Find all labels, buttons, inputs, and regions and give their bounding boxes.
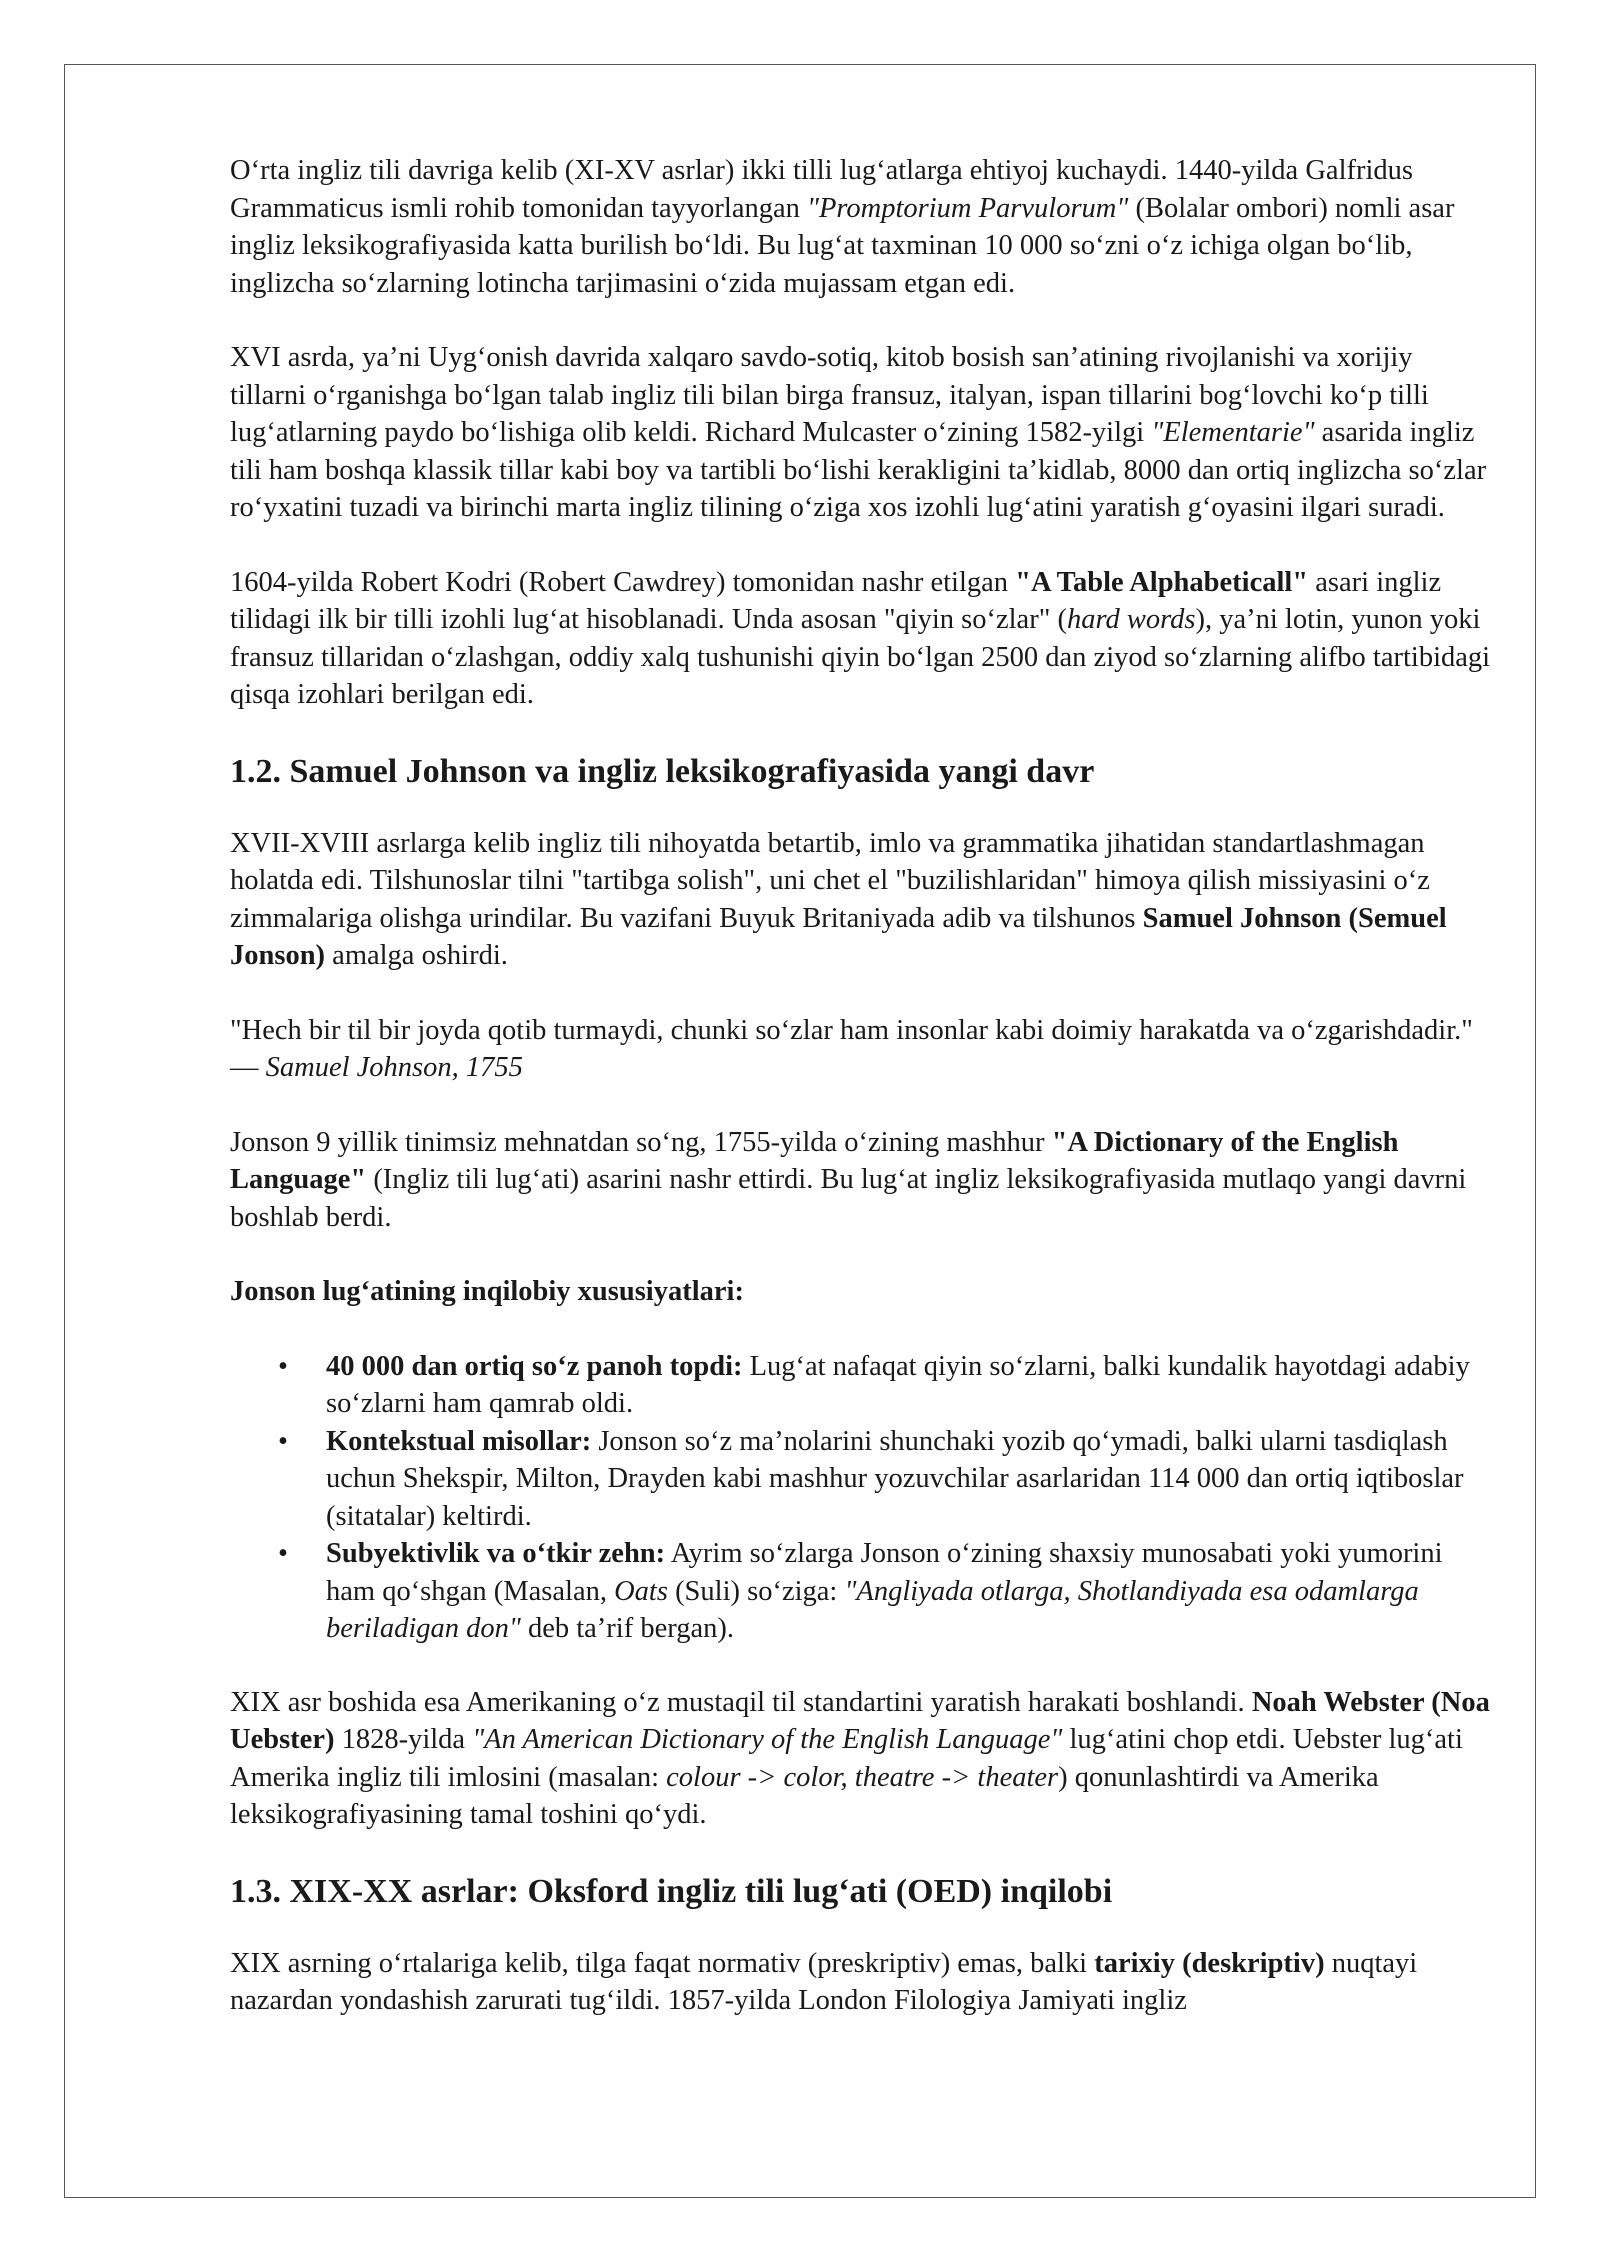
text-run: Jonson 9 yillik tinimsiz mehnatdan so‘ng, 1755-yilda o‘zining mashhur	[230, 1126, 1052, 1158]
list-item-lead: Kontekstual misollar:	[326, 1425, 592, 1457]
quote-text: "Hech bir til bir joyda qotib turmaydi, chunki so‘zlar ham insonlar kabi doimiy harakatda va o‘zgarishdadir." —	[230, 1014, 1473, 1083]
section-heading-1-3: 1.3. XIX-XX asrlar: Oksford ingliz tili lug‘ati (OED) inqilobi	[230, 1872, 1113, 1910]
italic-title: "An American Dictionary of the English Language"	[472, 1724, 1063, 1755]
italic-quote: "Angliyada otlarga, Shotlandiyada esa odamlarga beriladigan don"	[326, 1575, 1419, 1644]
text-run: XVI asrda, ya’ni Uyg‘onish davrida xalqaro savdo-sotiq, kitob bosish san’atining rivojlanishi va xorijiy tillarni o‘rganishga bo‘lgan talab ingliz tili bilan birga fransuz, italyan, ispan tillarini bog‘lovchi ko‘p tilli lug‘atlarning paydo bo‘lishiga olib keldi. Richard Mulcaster o‘zining 1582-yilgi	[230, 342, 1429, 448]
text-run: Jonson so‘z ma’nolarini shunchaki yozib qo‘ymadi, balki ularni tasdiqlash uchun Shekspir, Milton, Drayden kabi mashhur yozuvchilar asarlaridan 114 000 dan ortiq iqtiboslar (sitatalar) keltirdi.	[326, 1425, 1464, 1532]
bullet-icon: •	[278, 1425, 288, 1457]
paragraph-promptorium	[230, 152, 1495, 302]
paragraph-oed	[230, 1945, 1495, 2020]
text-run: Ayrim so‘zlarga Jonson o‘zining shaxsiy munosabati yoki yumorini ham qo‘shgan (Masalan,	[326, 1538, 1443, 1607]
list-item	[278, 1348, 1495, 1423]
quote-attribution: Samuel Johnson, 1755	[265, 1052, 523, 1083]
paragraph-xvii-xviii	[230, 825, 1495, 975]
text-run: asarida ingliz tili ham boshqa klassik tillar kabi boy va tartibli bo‘lishi kerakligini ta’kidlab, 8000 dan ortiq inglizcha so‘zlar ro‘yxatini tuzadi va birinchi marta ingliz tilining o‘ziga xos izohli lug‘atini yaratish g‘oyasini ilgari suradi.	[230, 417, 1487, 523]
list-item-lead: 40 000 dan ortiq so‘z panoh topdi:	[326, 1350, 743, 1382]
text-run: XIX asrning o‘rtalariga kelib, tilga faqat normativ (preskriptiv) emas, balki	[230, 1947, 1095, 1979]
document-body	[230, 152, 1495, 2057]
text-run: lug‘atini chop etdi. Uebster lug‘ati Amerika ingliz tili imlosini (masalan:	[230, 1724, 1463, 1793]
italic-term: hard words	[1066, 604, 1196, 635]
paragraph-quote	[230, 1012, 1495, 1087]
text-run: nuqtayi nazardan yondashish zarurati tug‘ildi. 1857-yilda London Filologiya Jamiyati ingliz	[230, 1947, 1418, 2016]
text-run: Lug‘at nafaqat qiyin so‘zlarni, balki kundalik hayotdagi adabiy so‘zlarni ham qamrab oldi.	[326, 1350, 1470, 1419]
paragraph-webster	[230, 1684, 1495, 1834]
text-run: deb ta’rif bergan).	[520, 1613, 734, 1644]
bold-name: Samuel Johnson (Semuel Jonson)	[230, 902, 1447, 971]
bold-term: tarixiy (deskriptiv)	[1094, 1947, 1325, 1979]
text-run: amalga oshirdi.	[325, 940, 508, 971]
text-run: XVII-XVIII asrlarga kelib ingliz tili nihoyatda betartib, imlo va grammatika jihatidan standartlashmagan holatda edi. Tilshunoslar tilni "tartibga solish", uni chet el "buzilishlaridan" himoya qilish missiyasini o‘z zimmalariga olishga urindilar. Bu vazifani Buyuk Britaniyada adib va tilshunos	[230, 827, 1430, 934]
features-list	[230, 1348, 1495, 1648]
text-run: XIX asr boshida esa Amerikaning o‘z mustaqil til standartini yaratish harakati boshlandi.	[230, 1686, 1252, 1718]
bold-title: "A Dictionary of the English Language"	[230, 1126, 1399, 1195]
list-item	[278, 1423, 1495, 1536]
italic-term: Oats	[614, 1575, 668, 1607]
italic-title: "Promptorium Parvulorum"	[807, 192, 1129, 224]
text-run: ) qonunlashtirdi va Amerika leksikografiyasining tamal toshini qo‘ydi.	[230, 1761, 1379, 1830]
section-heading-1-2: 1.2. Samuel Johnson va ingliz leksikografiyasida yangi davr	[230, 752, 1095, 790]
text-run: ), ya’ni lotin, yunon yoki fransuz tillaridan o‘zlashgan, oddiy xalq tushunishi qiyin bo‘lgan 2500 dan ziyod so‘zlarning alifbo tartibidagi qisqa izohlari berilgan edi.	[230, 604, 1491, 710]
text-run: (Ingliz tili lug‘ati) asarini nashr ettirdi. Bu lug‘at ingliz leksikografiyasida mutlaqo yangi davrni boshlab berdi.	[230, 1164, 1467, 1233]
italic-example: colour -> color, theatre -> theater	[666, 1761, 1059, 1793]
text-run: (Bolalar ombori) nomli asar ingliz leksikografiyasida katta burilish bo‘ldi. Bu lug‘at taxminan 10 000 so‘zni o‘z ichiga olgan bo‘lib, inglizcha so‘zlarning lotincha tarjimasini o‘zida mujassam etgan edi.	[230, 192, 1455, 299]
text-run: O‘rta ingliz tili davriga kelib (XI-XV asrlar) ikki tilli lug‘atlarga ehtiyoj kuchaydi. 1440-yilda Galfridus Grammaticus ismli rohib tomonidan tayyorlangan	[230, 155, 1413, 224]
paragraph-johnson-dictionary	[230, 1124, 1495, 1237]
text-run: asari ingliz tilidagi ilk bir tilli izohli lug‘at hisoblanadi. Unda asosan "qiyin so‘zlar" (	[230, 566, 1442, 635]
text-run: (Suli) so‘ziga:	[667, 1575, 845, 1607]
text-run: 1604-yilda Robert Kodri (Robert Cawdrey) tomonidan nashr etilgan	[230, 566, 1016, 598]
bold-title: "A Table Alphabeticall"	[1015, 566, 1309, 598]
subheading-features: Jonson lug‘atining inqilobiy xususiyatlari:	[230, 1276, 744, 1307]
bullet-icon: •	[278, 1538, 288, 1569]
paragraph-renaissance	[230, 339, 1495, 527]
list-item	[278, 1535, 1495, 1648]
bullet-icon: •	[278, 1350, 288, 1382]
paragraph-cawdrey	[230, 564, 1495, 714]
list-item-lead: Subyektivlik va o‘tkir zehn:	[326, 1538, 666, 1569]
bold-name: Noah Webster (Noa Uebster)	[230, 1686, 1490, 1755]
text-run: 1828-yilda	[334, 1724, 473, 1755]
italic-title: "Elementarie"	[1151, 417, 1315, 448]
